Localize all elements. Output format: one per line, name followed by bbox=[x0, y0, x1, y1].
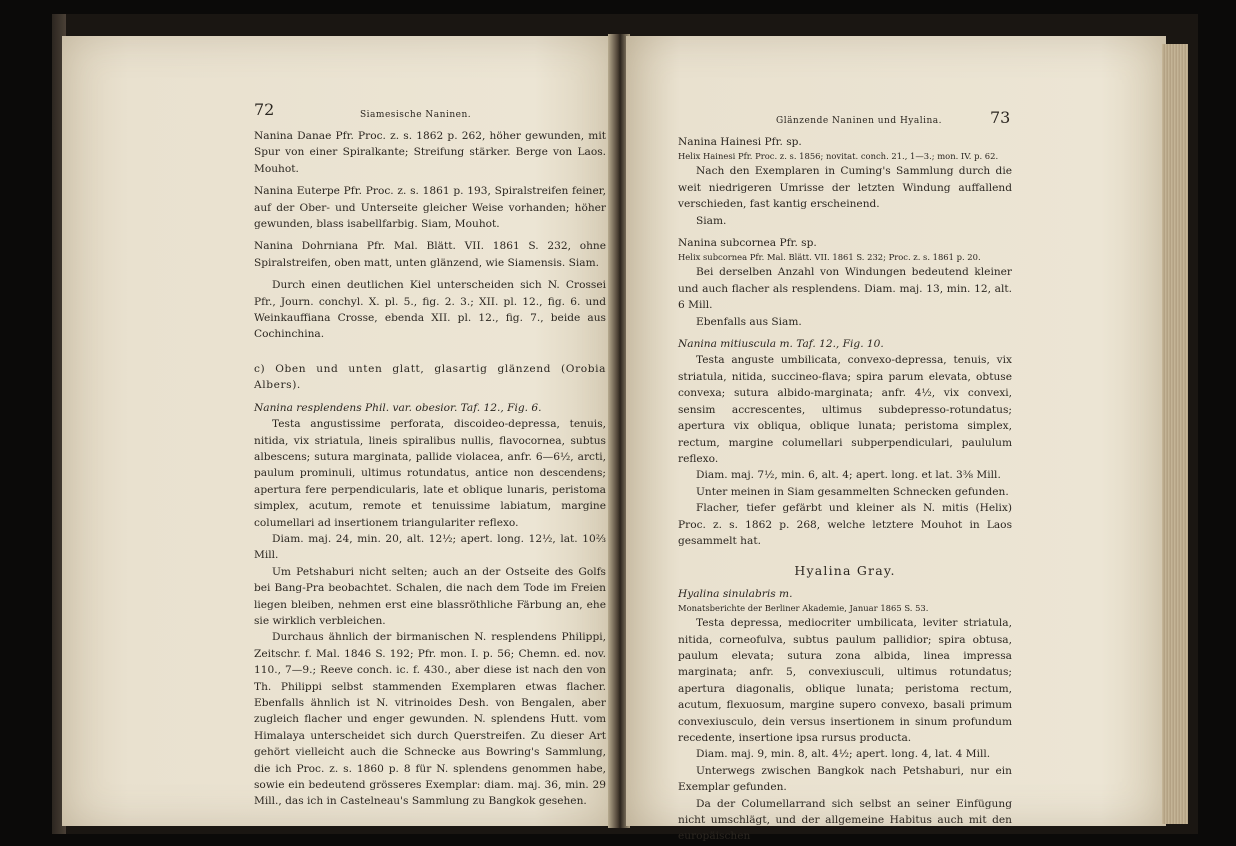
latin-description-mitiuscula: Testa anguste umbilicata, convexo-depressa, tenuis, vix striatula, nitida, succineo-flava; spira parum elevata, obtuse convexa; sutura albido-marginata; anfr. 4½, vix convexi, sensim accrescentes, ultimus subdepresso-rotundatus; apertura vix obliqua, oblique lunata; peristoma simplex, rectum, margine columellari subperpendiculari, paululum reflexo. bbox=[678, 354, 1012, 465]
paragraph-kiel: Durch einen deutlichen Kiel unterscheiden sich N. Crossei Pfr., Journ. conchyl. X. pl. 5., fig. 2. 3.; XII. pl. 12., fig. 6. und Weinkauffiana Crosse, ebenda XII. pl. 12., fig. 7., beide aus Cochinchina. bbox=[254, 279, 606, 341]
measurements-mitiuscula: Diam. maj. 7½, min. 6, alt. 4; apert. long. et lat. 3⅜ Mill. bbox=[696, 469, 1001, 482]
species-heading-mitiuscula: Nanina mitiuscula m. Taf. 12., Fig. 10. bbox=[678, 338, 884, 351]
locality-subcornea: Ebenfalls aus Siam. bbox=[696, 315, 802, 328]
section-heading-orobia: c) Oben und unten glatt, glasartig glänzend (Orobia Albers). bbox=[254, 362, 606, 392]
measurements-sinulabris: Diam. maj. 9, min. 8, alt. 4½; apert. long. 4, lat. 4 Mill. bbox=[696, 748, 991, 761]
text-hainesi: Nach den Exemplaren in Cuming's Sammlung durch die weit niedrigeren Umrisse der letzten Windung auffallend verschieden, fast kantig erscheinend. bbox=[678, 165, 1012, 211]
locality-hainesi: Siam. bbox=[696, 214, 727, 227]
section-title-hyalina: Hyalina Gray. bbox=[794, 563, 896, 579]
paragraph-dohrniana: Nanina Dohrniana Pfr. Mal. Blätt. VII. 1861 S. 232, ohne Spiralstreifen, oben matt, unten glänzend, wie Siamensis. Siam. bbox=[254, 240, 606, 269]
right-running-head: Glänzende Naninen und Hyalina. bbox=[776, 116, 943, 126]
right-page-body bbox=[678, 134, 1012, 845]
latin-description-resplendens: Testa angustissime perforata, discoideo-depressa, tenuis, nitida, vix striatula, lineis spiralibus nullis, flavocornea, subtus albescens; sutura marginata, pallide violacea, anfr. 6—6½, arcti, paulum prominuli, ultimus rotundatus, antice non descendens; apertura fere perpendicularis, late et oblique lunaris, peristoma simplex, acutum, remote et tenuissime labiatum, margine columellari ad insertionem triangulariter reflexo. bbox=[254, 418, 606, 529]
paragraph-birmanische: Durchaus ähnlich der birmanischen N. resplendens Philippi, Zeitschr. f. Mal. 1846 S. 192; Pfr. mon. I. p. 56; Chemn. ed. nov. 110., 7—9.; Reeve conch. ic. f. 430., aber diese ist nach den von Th. Philippi selbst stammenden Exemplaren etwas flacher. Ebenfalls ähnlich ist N. vitrinoides Desh. von Bengalen, aber zugleich flacher und enger gewunden. N. splendens Hutt. vom Himalaya unterscheidet sich durch Querstreifen. Zu dieser Art gehört vielleicht auch die Schnecke aus Bowring's Sammlung, die ich Proc. z. s. 1860 p. 8 für N. splendens genommen habe, sowie ein bedeutend grösseres Exemplar: diam. maj. 36, min. 29 Mill., das ich in Castelneau's Sammlung zu Bangkok gesehen. bbox=[254, 631, 606, 808]
book-spread bbox=[52, 14, 1198, 834]
right-page-number: 73 bbox=[990, 108, 1011, 127]
paragraph-petshaburi: Um Petshaburi nicht selten; auch an der Ostseite des Golfs bei Bang-Pra beobachtet. Schalen, die nach dem Tode im Freien liegen bleiben, nehmen erst eine blassröthliche Färbung an, ehe sie wirklich verbleichen. bbox=[254, 565, 606, 627]
text-subcornea: Bei derselben Anzahl von Windungen bedeutend kleiner und auch flacher als resplendens. Diam. maj. 13, min. 12, alt. 6 Mill. bbox=[678, 266, 1012, 312]
measurements-resplendens: Diam. maj. 24, min. 20, alt. 12½; apert. long. 12½, lat. 10⅔ Mill. bbox=[254, 532, 606, 562]
left-page-body bbox=[254, 128, 606, 810]
reference-subcornea: Helix subcornea Pfr. Mal. Blätt. VII. 1861 S. 232; Proc. z. s. 1861 p. 20. bbox=[678, 252, 981, 263]
note-mitiuscula-2: Flacher, tiefer gefärbt und kleiner als N. mitis (Helix) Proc. z. s. 1862 p. 268, welche letztere Mouhot in Laos gesammelt hat. bbox=[678, 502, 1012, 547]
species-heading-hainesi: Nanina Hainesi Pfr. sp. bbox=[678, 136, 802, 148]
note-sinulabris-1: Unterwegs zwischen Bangkok nach Petshaburi, nur ein Exemplar gefunden. bbox=[678, 764, 1012, 794]
reference-sinulabris: Monatsberichte der Berliner Akademie, Januar 1865 S. 53. bbox=[678, 603, 929, 614]
note-mitiuscula-1: Unter meinen in Siam gesammelten Schnecken gefunden. bbox=[696, 485, 1009, 498]
page-edges bbox=[1162, 44, 1188, 824]
left-page-number: 72 bbox=[254, 100, 275, 119]
species-heading-subcornea: Nanina subcornea Pfr. sp. bbox=[678, 237, 817, 250]
left-running-head: Siamesische Naninen. bbox=[360, 110, 472, 120]
paragraph-euterpe: Nanina Euterpe Pfr. Proc. z. s. 1861 p. 193, Spiralstreifen feiner, auf der Ober- und Unterseite gleicher Weise vorhanden; höher gewunden, blass isabellfarbig. Siam, Mouhot. bbox=[254, 185, 606, 231]
paragraph-danae: Nanina Danae Pfr. Proc. z. s. 1862 p. 262, höher gewunden, mit Spur von einer Spiralkante; Streifung stärker. Berge von Laos. Mouhot. bbox=[254, 130, 606, 175]
note-sinulabris-2: Da der Columellarrand sich selbst an seiner Einfügung nicht umschlägt, und der allgemeine Habitus auch mit den europäischen bbox=[678, 797, 1012, 843]
species-heading-sinulabris: Hyalina sinulabris m. bbox=[678, 587, 793, 600]
latin-description-sinulabris: Testa depressa, mediocriter umbilicata, leviter striatula, nitida, corneofulva, subtus paulum pallidior; spira obtusa, paulum elevata; sutura zona albida, linea impressa marginata; anfr. 5, convexiusculi, ultimus rotundatus; apertura diagonalis, oblique lunata; peristoma rectum, acutum, flexuosum, margine supero convexo, basali primum convexiusculo, dein versus insertionem in sinum profundum recedente, insertione ipsa rursus producta. bbox=[678, 617, 1012, 744]
reference-hainesi: Helix Hainesi Pfr. Proc. z. s. 1856; novitat. conch. 21., 1—3.; mon. IV. p. 62. bbox=[678, 151, 999, 162]
species-heading-resplendens: Nanina resplendens Phil. var. obesior. Taf. 12., Fig. 6. bbox=[254, 401, 542, 414]
